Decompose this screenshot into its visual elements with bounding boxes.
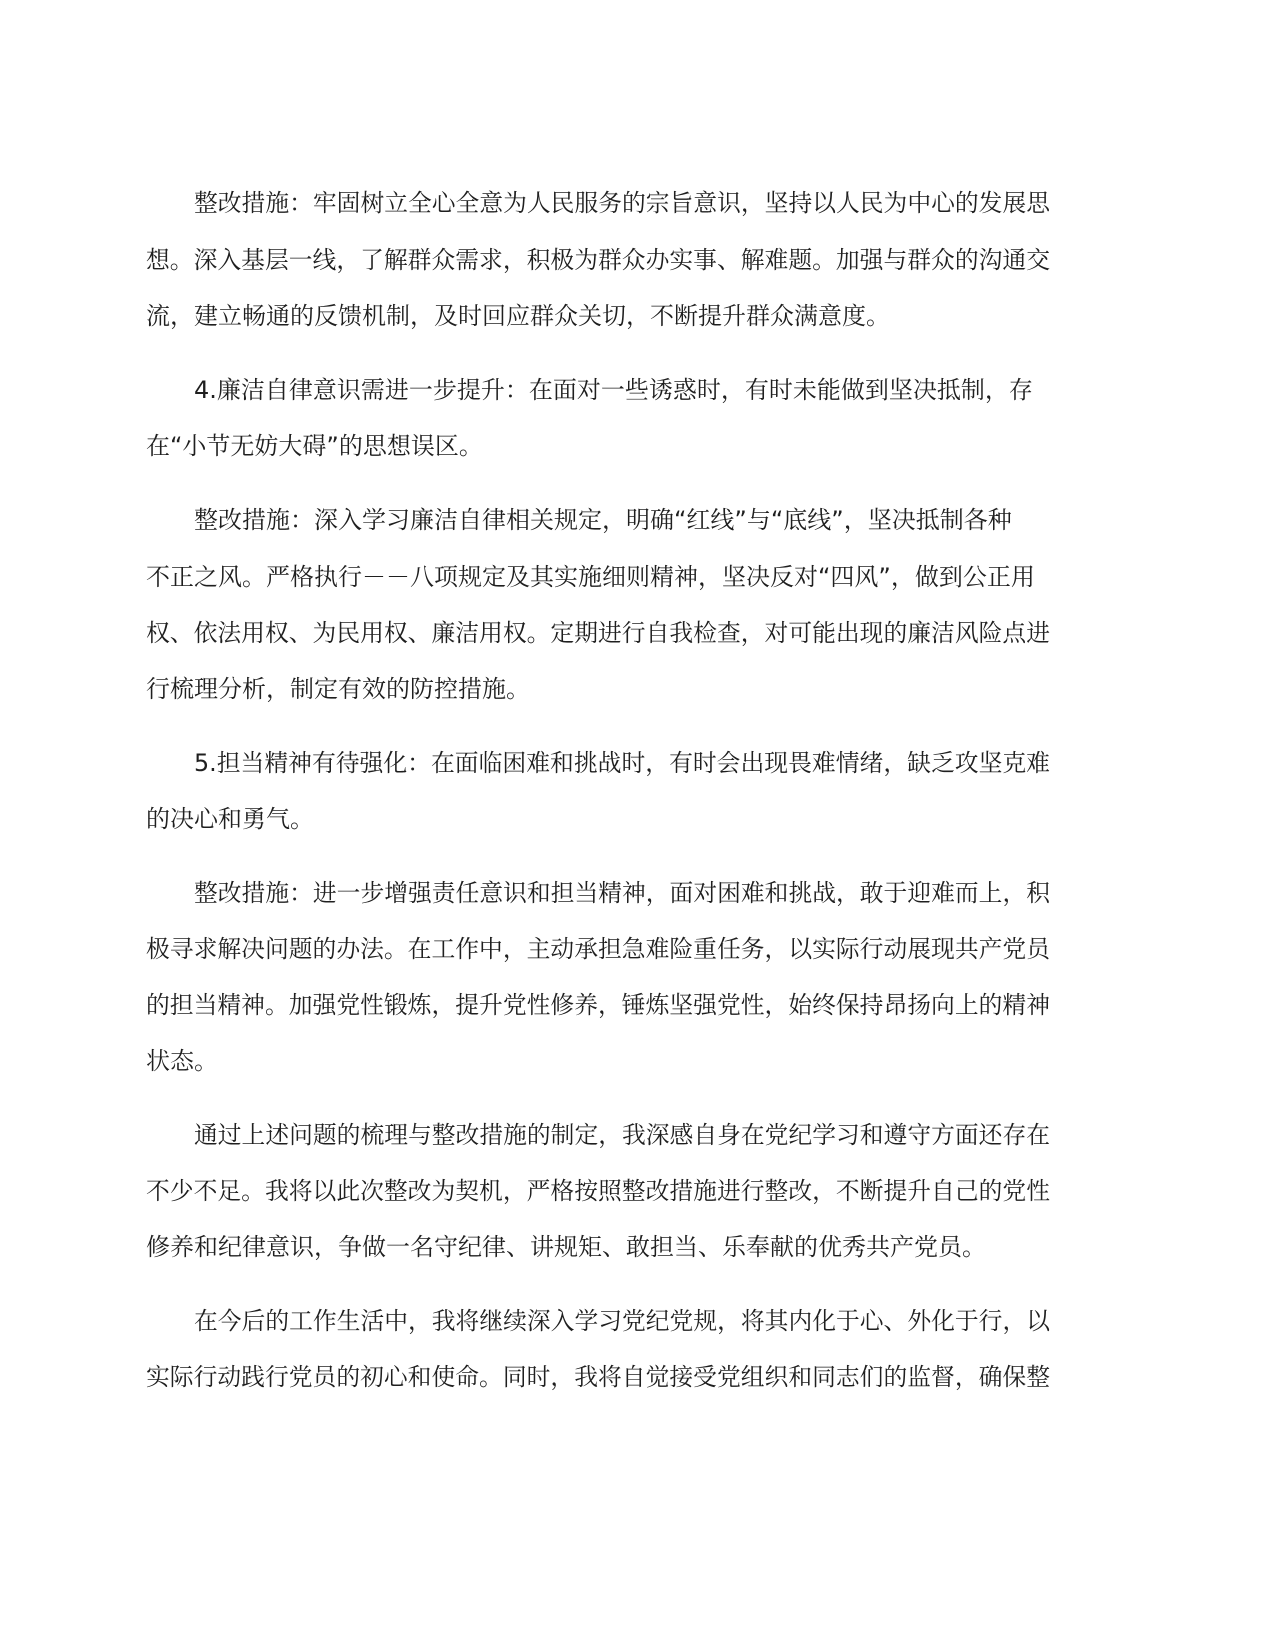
paragraph-line: 4.廉洁自律意识需进一步提升：在面对一些诱惑时，有时未能做到坚决抵制，存 [194, 376, 1033, 404]
paragraph-line: 修养和纪律意识，争做一名守纪律、讲规矩、敢担当、乐奉献的优秀共产党员。 [146, 1233, 986, 1261]
paragraph-line: 的决心和勇气。 [146, 805, 314, 833]
paragraph-line: 状态。 [146, 1047, 218, 1075]
paragraph-line: 极寻求解决问题的办法。在工作中，主动承担急难险重任务，以实际行动展现共产党员 [146, 935, 1050, 963]
paragraph-line: 行梳理分析，制定有效的防控措施。 [146, 675, 530, 703]
paragraph-line: 的担当精神。加强党性锻炼，提升党性修养，锤炼坚强党性，始终保持昂扬向上的精神 [146, 991, 1050, 1019]
paragraph-line: 不少不足。我将以此次整改为契机，严格按照整改措施进行整改，不断提升自己的党性 [146, 1177, 1050, 1205]
paragraph-line: 在今后的工作生活中，我将继续深入学习党纪党规，将其内化于心、外化于行，以 [194, 1307, 1050, 1335]
paragraph-line: 流，建立畅通的反馈机制，及时回应群众关切，不断提升群众满意度。 [146, 302, 890, 330]
paragraph-line: 实际行动践行党员的初心和使命。同时，我将自觉接受党组织和同志们的监督，确保整 [146, 1363, 1050, 1391]
paragraph-line: 不正之风。严格执行－－八项规定及其实施细则精神，坚决反对“四风”，做到公正用 [146, 563, 1035, 591]
paragraph-line: 整改措施：牢固树立全心全意为人民服务的宗旨意识，坚持以人民为中心的发展思 [194, 189, 1050, 217]
paragraph-line: 通过上述问题的梳理与整改措施的制定，我深感自身在党纪学习和遵守方面还存在 [194, 1121, 1050, 1149]
paragraph-line: 整改措施：深入学习廉洁自律相关规定，明确“红线”与“底线”，坚决抵制各种 [194, 506, 1012, 534]
paragraph-line: 5.担当精神有待强化：在面临困难和挑战时，有时会出现畏难情绪，缺乏攻坚克难 [194, 749, 1050, 777]
paragraph-line: 整改措施：进一步增强责任意识和担当精神，面对困难和挑战，敢于迎难而上，积 [194, 879, 1050, 907]
paragraph-line: 权、依法用权、为民用权、廉洁用权。定期进行自我检查，对可能出现的廉洁风险点进 [146, 619, 1050, 647]
paragraph-line: 想。深入基层一线，了解群众需求，积极为群众办实事、解难题。加强与群众的沟通交 [146, 246, 1050, 274]
paragraph-line: 在“小节无妨大碍”的思想误区。 [146, 432, 483, 460]
